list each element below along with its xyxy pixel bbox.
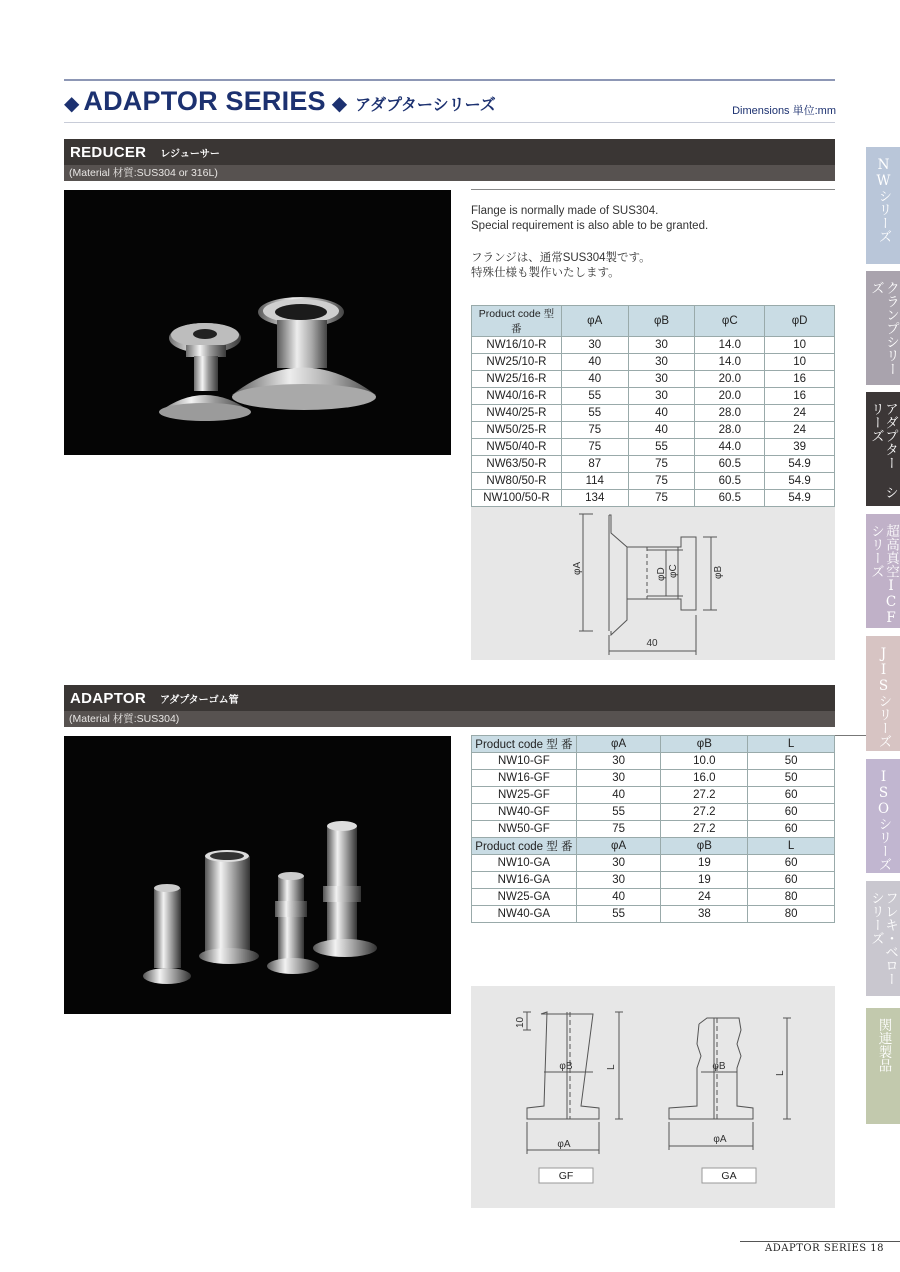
table-row bbox=[472, 439, 835, 456]
table-cell: 55 bbox=[576, 906, 661, 923]
table-header-cell: Product code 型番 bbox=[472, 306, 562, 337]
table-header-cell: φB bbox=[628, 306, 695, 337]
description-line: 特殊仕様も製作いたします。 bbox=[471, 267, 620, 279]
table-cell: 10.0 bbox=[661, 753, 748, 770]
table-cell: 40 bbox=[628, 422, 695, 439]
tab-adaptor-series[interactable] bbox=[866, 392, 900, 506]
table-row bbox=[472, 490, 835, 507]
table-cell: 55 bbox=[576, 804, 661, 821]
table-cell: 54.9 bbox=[765, 473, 835, 490]
gf-label: GF bbox=[558, 1170, 574, 1182]
table-cell: 80 bbox=[748, 889, 835, 906]
table-cell: 28.0 bbox=[695, 405, 765, 422]
tab-label: ISOシリーズ bbox=[875, 769, 892, 871]
table-cell: 30 bbox=[628, 388, 695, 405]
table-cell: 30 bbox=[628, 354, 695, 371]
table-cell: 19 bbox=[661, 872, 748, 889]
dim-label-ten: 10 bbox=[515, 1016, 526, 1028]
table-cell: 30 bbox=[576, 872, 661, 889]
tab-label: シリーズ bbox=[868, 891, 884, 945]
table-cell: 60.5 bbox=[695, 490, 765, 507]
adaptor-title-jp: アダプターゴム管 bbox=[160, 695, 239, 706]
table-cell: 60 bbox=[748, 804, 835, 821]
table-header-cell: φB bbox=[661, 736, 748, 753]
table-cell: NW40-GA bbox=[472, 906, 577, 923]
table-cell: 39 bbox=[765, 439, 835, 456]
tab-label: フレキ・ベロー bbox=[882, 891, 898, 986]
adaptor-spec-table bbox=[471, 735, 835, 923]
tab-related-products[interactable] bbox=[866, 1008, 900, 1124]
table-cell: NW50/25-R bbox=[472, 422, 562, 439]
dim-label-ga-phiB: φB bbox=[712, 1061, 726, 1072]
table-cell: 60.5 bbox=[695, 473, 765, 490]
table-row bbox=[472, 337, 835, 354]
table-cell: NW25/16-R bbox=[472, 371, 562, 388]
table-cell: 40 bbox=[561, 354, 628, 371]
table-cell: 27.2 bbox=[661, 787, 748, 804]
dim-label-gf-L: L bbox=[606, 1064, 617, 1070]
description-line: Special requirement is also able to be granted. bbox=[471, 220, 709, 232]
dim-label-gf-phiB: φB bbox=[559, 1061, 573, 1072]
tab-label: 超高真空ICFシリーズ bbox=[868, 524, 899, 626]
table-cell: 30 bbox=[628, 337, 695, 354]
table-cell: NW25-GA bbox=[472, 889, 577, 906]
table-header-cell: L bbox=[748, 736, 835, 753]
table-cell: 24 bbox=[765, 422, 835, 439]
table-cell: 75 bbox=[628, 473, 695, 490]
reducer-description-jp bbox=[471, 251, 651, 281]
table-cell: 44.0 bbox=[695, 439, 765, 456]
reducer-description-en bbox=[471, 204, 708, 234]
table-cell: 28.0 bbox=[695, 422, 765, 439]
footer-rule bbox=[740, 1241, 900, 1242]
adaptor-photo bbox=[64, 736, 451, 1014]
table-cell: 55 bbox=[628, 439, 695, 456]
table-cell: 27.2 bbox=[661, 821, 748, 838]
table-cell: NW40-GF bbox=[472, 804, 577, 821]
tab-label: 関連製品 bbox=[875, 1018, 892, 1072]
table-cell: 40 bbox=[576, 889, 661, 906]
table-cell: 16 bbox=[765, 371, 835, 388]
adaptor-dimension-drawing bbox=[471, 986, 835, 1208]
adaptor-drawing bbox=[471, 986, 835, 1208]
table-row bbox=[472, 770, 835, 787]
table-cell: NW40/16-R bbox=[472, 388, 562, 405]
table-header-row bbox=[472, 736, 835, 753]
dim-label-phiA: φA bbox=[572, 561, 583, 575]
table-cell: 40 bbox=[628, 405, 695, 422]
table-cell: 50 bbox=[748, 753, 835, 770]
table-cell: NW63/50-R bbox=[472, 456, 562, 473]
table-cell: NW16-GF bbox=[472, 770, 577, 787]
table-cell: 24 bbox=[765, 405, 835, 422]
table-cell: 40 bbox=[561, 371, 628, 388]
page-footer: ADAPTOR SERIES 18 bbox=[765, 1243, 884, 1254]
title-underline bbox=[64, 122, 835, 123]
dimensions-unit: Dimensions 単位:mm bbox=[732, 105, 836, 117]
table-cell: 30 bbox=[576, 753, 661, 770]
table-cell: 16 bbox=[765, 388, 835, 405]
table-cell: 55 bbox=[561, 405, 628, 422]
table-cell: NW50/40-R bbox=[472, 439, 562, 456]
tab-label: シリーズ bbox=[868, 402, 898, 499]
table-cell: 80 bbox=[748, 906, 835, 923]
tab-nw-series[interactable] bbox=[866, 147, 900, 264]
tab-pointer-line bbox=[835, 735, 866, 736]
table-cell: 60 bbox=[748, 872, 835, 889]
table-cell: 75 bbox=[561, 439, 628, 456]
table-cell: 10 bbox=[765, 354, 835, 371]
table-header-cell: Product code 型 番 bbox=[472, 736, 577, 753]
table-cell: 19 bbox=[661, 855, 748, 872]
tab-iso-series[interactable] bbox=[866, 759, 900, 873]
dim-label-gf-phiA: φA bbox=[557, 1139, 571, 1150]
tab-clamp-series[interactable] bbox=[866, 271, 900, 385]
reducer-section-header bbox=[64, 139, 835, 165]
table-cell: 60 bbox=[748, 855, 835, 872]
table-header-row bbox=[472, 306, 835, 337]
table-row bbox=[472, 388, 835, 405]
table-cell: 54.9 bbox=[765, 490, 835, 507]
dim-label-phiD: φD bbox=[656, 567, 667, 581]
table-cell: 14.0 bbox=[695, 354, 765, 371]
table-cell: NW25-GF bbox=[472, 787, 577, 804]
tab-label: JISシリーズ bbox=[875, 646, 892, 748]
table-row bbox=[472, 804, 835, 821]
dim-label-phiC: φC bbox=[668, 564, 679, 578]
table-cell: NW100/50-R bbox=[472, 490, 562, 507]
table-cell: 75 bbox=[576, 821, 661, 838]
reducer-title-en: REDUCER bbox=[70, 144, 147, 161]
tab-flexible-bellows-series[interactable] bbox=[866, 881, 900, 996]
table-cell: NW50-GF bbox=[472, 821, 577, 838]
dim-label-ga-L: L bbox=[775, 1070, 786, 1076]
table-row bbox=[472, 405, 835, 422]
table-cell: NW16-GA bbox=[472, 872, 577, 889]
table-header-cell: φD bbox=[765, 306, 835, 337]
table-cell: 38 bbox=[661, 906, 748, 923]
reducer-photo-illustration bbox=[64, 190, 451, 455]
table-row bbox=[472, 855, 835, 872]
table-cell: NW25/10-R bbox=[472, 354, 562, 371]
table-cell: 134 bbox=[561, 490, 628, 507]
table-row bbox=[472, 821, 835, 838]
dim-label-ga-phiA: φA bbox=[713, 1134, 727, 1145]
table-row bbox=[472, 906, 835, 923]
table-cell: 87 bbox=[561, 456, 628, 473]
reducer-spec-table bbox=[471, 305, 835, 507]
reducer-material: (Material 材質:SUS304 or 316L) bbox=[64, 165, 835, 181]
table-cell: 75 bbox=[561, 422, 628, 439]
table-cell: 60 bbox=[748, 821, 835, 838]
reducer-photo bbox=[64, 190, 451, 455]
dim-label-phiB: φB bbox=[713, 565, 724, 579]
table-cell: 27.2 bbox=[661, 804, 748, 821]
table-header-cell: φB bbox=[661, 838, 748, 855]
table-header-cell: L bbox=[748, 838, 835, 855]
table-header-cell: φA bbox=[576, 838, 661, 855]
adaptor-photo-illustration bbox=[64, 736, 451, 1014]
tab-jis-series[interactable] bbox=[866, 636, 900, 751]
table-cell: 40 bbox=[576, 787, 661, 804]
table-header-row bbox=[472, 838, 835, 855]
table-row bbox=[472, 422, 835, 439]
table-cell: 75 bbox=[628, 490, 695, 507]
table-cell: 14.0 bbox=[695, 337, 765, 354]
table-cell: NW16/10-R bbox=[472, 337, 562, 354]
description-line: Flange is normally made of SUS304. bbox=[471, 205, 659, 217]
tab-icf-series[interactable] bbox=[866, 514, 900, 628]
table-header-cell: Product code 型 番 bbox=[472, 838, 577, 855]
table-cell: 114 bbox=[561, 473, 628, 490]
table-cell: 24 bbox=[661, 889, 748, 906]
table-cell: NW80/50-R bbox=[472, 473, 562, 490]
page-title-en: ADAPTOR SERIES bbox=[83, 86, 326, 116]
description-rule bbox=[471, 189, 835, 190]
table-row bbox=[472, 473, 835, 490]
adaptor-title-en: ADAPTOR bbox=[70, 690, 146, 707]
table-cell: 30 bbox=[561, 337, 628, 354]
description-line: フランジは、通常SUS304製です。 bbox=[471, 252, 651, 264]
page-title bbox=[64, 86, 496, 120]
table-row bbox=[472, 456, 835, 473]
table-row bbox=[472, 872, 835, 889]
table-row bbox=[472, 371, 835, 388]
table-cell: 54.9 bbox=[765, 456, 835, 473]
table-cell: 75 bbox=[628, 456, 695, 473]
reducer-dimension-drawing bbox=[471, 507, 835, 660]
diamond-icon: ◆ bbox=[331, 93, 348, 115]
table-header-cell: φC bbox=[695, 306, 765, 337]
table-cell: 20.0 bbox=[695, 371, 765, 388]
reducer-drawing bbox=[471, 507, 835, 660]
table-cell: 20.0 bbox=[695, 388, 765, 405]
table-cell: NW40/25-R bbox=[472, 405, 562, 422]
table-cell: 50 bbox=[748, 770, 835, 787]
ga-label: GA bbox=[721, 1170, 737, 1182]
table-cell: 60 bbox=[748, 787, 835, 804]
reducer-title-jp: レジューサー bbox=[160, 149, 220, 160]
table-header-cell: φA bbox=[561, 306, 628, 337]
tab-label: クランプシリーズ bbox=[868, 281, 899, 376]
table-row bbox=[472, 889, 835, 906]
page-title-jp: アダプターシリーズ bbox=[355, 97, 496, 114]
table-cell: 30 bbox=[576, 770, 661, 787]
adaptor-section-header bbox=[64, 685, 835, 711]
dim-label-length: 40 bbox=[646, 638, 658, 649]
table-row bbox=[472, 354, 835, 371]
diamond-icon: ◆ bbox=[64, 93, 80, 115]
table-row bbox=[472, 787, 835, 804]
table-cell: 16.0 bbox=[661, 770, 748, 787]
table-row bbox=[472, 753, 835, 770]
table-cell: 10 bbox=[765, 337, 835, 354]
table-cell: 55 bbox=[561, 388, 628, 405]
adaptor-material: (Material 材質:SUS304) bbox=[64, 711, 835, 727]
table-cell: 30 bbox=[576, 855, 661, 872]
top-rule bbox=[64, 79, 835, 81]
table-cell: 30 bbox=[628, 371, 695, 388]
table-cell: NW10-GA bbox=[472, 855, 577, 872]
table-header-cell: φA bbox=[576, 736, 661, 753]
tab-label: NWシリーズ bbox=[875, 157, 892, 243]
tab-label: アダプター bbox=[882, 402, 898, 470]
table-cell: NW10-GF bbox=[472, 753, 577, 770]
table-cell: 60.5 bbox=[695, 456, 765, 473]
